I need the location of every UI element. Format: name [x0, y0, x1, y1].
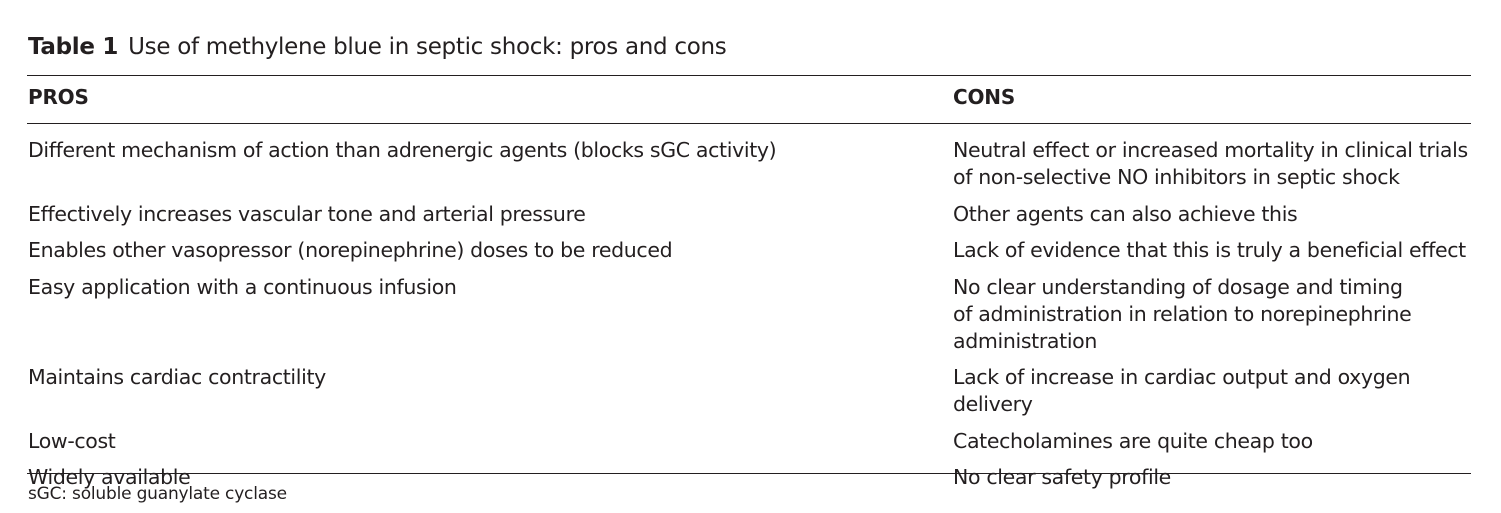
table-title: Use of methylene blue in septic shock: pros and cons [128, 34, 727, 60]
header-rule [27, 123, 1471, 124]
con-cell: No clear safety profile [953, 465, 1171, 489]
pro-cell: Maintains cardiac contractility [28, 365, 326, 389]
table-row [0, 364, 1501, 418]
pro-cell: Easy application with a continuous infusion [28, 274, 457, 299]
pro-cell: Widely available [28, 465, 191, 489]
top-rule [27, 75, 1471, 76]
table-row [0, 137, 1501, 191]
table-row [0, 201, 1501, 228]
con-cell: Other agents can also achieve this [953, 201, 1298, 226]
con-cell: No clear understanding of dosage and timing of administration in relation to norepinephrine administration [953, 274, 1412, 353]
pros-column-header: PROS [28, 85, 89, 109]
pro-cell: Low-cost [28, 428, 116, 453]
cons-column-header: CONS [953, 85, 1016, 109]
table-label: Table 1 [28, 34, 119, 60]
table-body [0, 137, 1501, 491]
bottom-rule [27, 473, 1471, 474]
table-row [0, 428, 1501, 455]
table-caption [28, 32, 726, 62]
con-cell: Lack of increase in cardiac output and oxygen delivery [953, 365, 1411, 416]
pro-cell: Enables other vasopressor (norepinephrine) doses to be reduced [28, 238, 673, 262]
pro-cell: Effectively increases vascular tone and arterial pressure [28, 201, 586, 226]
pro-cell: Different mechanism of action than adrenergic agents (blocks sGC activity) [28, 138, 777, 162]
table-row [0, 274, 1501, 355]
table-footnote: sGC: soluble guanylate cyclase [28, 484, 287, 504]
con-cell: Neutral effect or increased mortality in clinical trials of non-selective NO inhibitors in septic shock [953, 138, 1468, 189]
con-cell: Catecholamines are quite cheap too [953, 428, 1313, 453]
table-row [0, 237, 1501, 264]
con-cell: Lack of evidence that this is truly a beneficial effect [953, 238, 1466, 262]
